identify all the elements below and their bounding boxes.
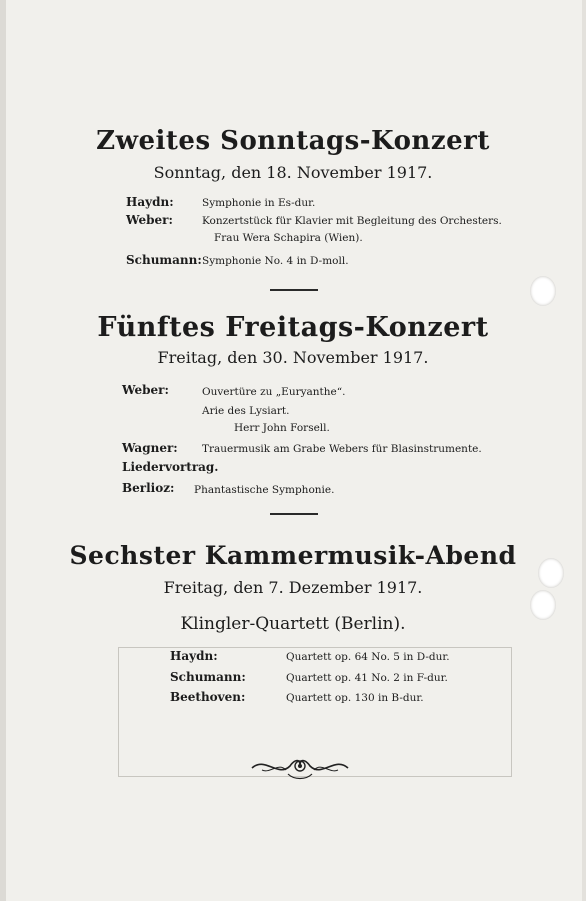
composer: Wagner:: [122, 441, 178, 455]
composer: Berlioz:: [122, 481, 175, 495]
divider: [270, 513, 318, 515]
program-row: [170, 649, 218, 663]
program-piece: Symphonie No. 4 in D-moll.: [202, 255, 349, 267]
program-piece: Quartett op. 41 No. 2 in F-dur.: [286, 672, 448, 684]
program-row: [122, 441, 178, 455]
program-piece: Quartett op. 130 in B-dur.: [286, 692, 424, 704]
composer: Weber:: [126, 213, 173, 227]
composer: Haydn:: [170, 649, 218, 663]
program-row: [126, 195, 174, 209]
program-piece: Arie des Lysiart.: [202, 405, 290, 417]
program-piece: Ouvertüre zu „Euryanthe“.: [202, 386, 346, 398]
composer: Haydn:: [126, 195, 174, 209]
program-soloist: Frau Wera Schapira (Wien).: [214, 232, 363, 244]
concert1-date: Sonntag, den 18. November 1917.: [153, 163, 433, 182]
program-row: [122, 481, 174, 495]
concert2-title: Fünftes Freitags-Konzert: [97, 312, 489, 343]
program-piece: Quartett op. 64 No. 5 in D-dur.: [286, 651, 450, 663]
composer: Beethoven:: [170, 690, 246, 704]
program-row: [170, 690, 245, 704]
program-piece: Phantastische Symphonie.: [194, 484, 335, 496]
concert2-date: Freitag, den 30. November 1917.: [157, 348, 429, 367]
program-piece: Symphonie in Es-dur.: [202, 197, 316, 209]
program-piece: Trauermusik am Grabe Webers für Blasinstrumente.: [202, 443, 482, 455]
ornament-flourish: [250, 748, 350, 782]
composer: Schumann:: [126, 253, 202, 267]
concert3-date: Freitag, den 7. Dezember 1917.: [163, 578, 423, 597]
program-soloist: Herr John Forsell.: [234, 422, 330, 434]
program-row: [170, 670, 246, 684]
program-row: [126, 253, 202, 267]
program-piece: Konzertstück für Klavier mit Begleitung des Orchesters.: [202, 215, 502, 227]
program-row: [122, 383, 169, 397]
concert3-ensemble: Klingler-Quartett (Berlin).: [180, 614, 406, 634]
divider: [270, 289, 318, 291]
concert3-title: Sechster Kammermusik-Abend: [69, 541, 517, 570]
composer: Schumann:: [170, 670, 246, 684]
composer: Weber:: [122, 383, 169, 397]
concert1-title: Zweites Sonntags-Konzert: [96, 126, 490, 156]
program-row: [126, 213, 173, 227]
punch-hole-1: [530, 276, 556, 306]
composer: Liedervortrag.: [122, 460, 219, 474]
program-row: [122, 460, 219, 474]
